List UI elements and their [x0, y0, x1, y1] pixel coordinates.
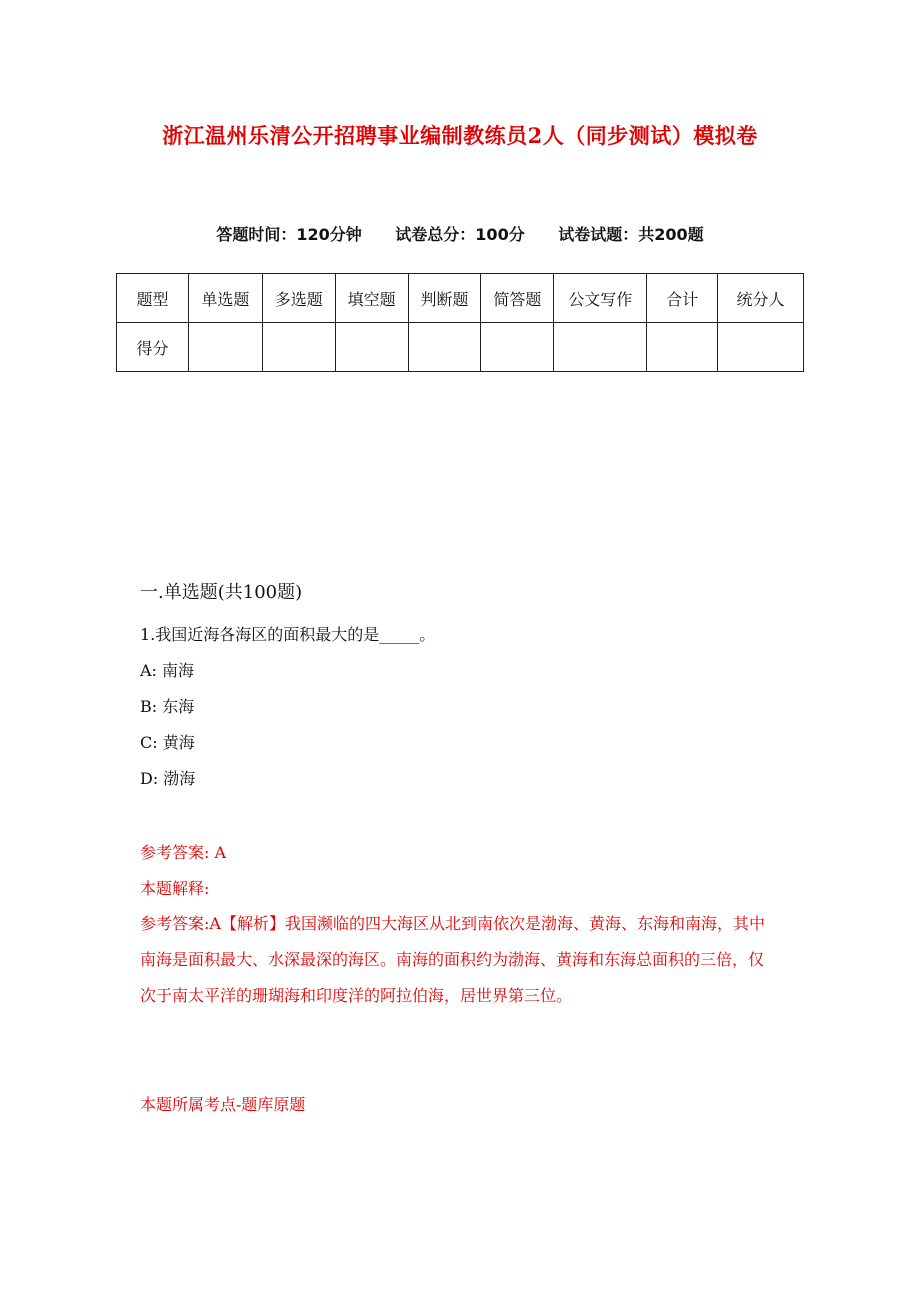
- explain-label: 本题解释:: [140, 879, 210, 898]
- score-table: [116, 273, 804, 372]
- score-table-header-row: [117, 274, 804, 323]
- exam-question-count: 试卷试题：共200题: [558, 225, 704, 244]
- score-cell: [408, 323, 481, 372]
- header-cell: 题型: [117, 274, 189, 323]
- header-cell: 判断题: [408, 274, 481, 323]
- score-cell: [554, 323, 647, 372]
- header-cell: 统分人: [718, 274, 804, 323]
- score-cell: [647, 323, 718, 372]
- answer-line: 参考答案: A: [140, 843, 227, 862]
- score-cell: [188, 323, 262, 372]
- score-table-score-row: [117, 323, 804, 372]
- exam-total-score: 试卷总分：100分: [395, 225, 525, 244]
- header-cell: 多选题: [262, 274, 335, 323]
- question-source: 本题所属考点-题库原题: [140, 1095, 306, 1114]
- score-cell: [262, 323, 335, 372]
- question-stem: 1.我国近海各海区的面积最大的是_____。: [140, 625, 436, 644]
- doc-title: 浙江温州乐清公开招聘事业编制教练员2人（同步测试）模拟卷: [162, 123, 758, 148]
- score-row-label: 得分: [117, 323, 189, 372]
- header-cell: 简答题: [481, 274, 554, 323]
- exam-meta: [0, 222, 920, 245]
- header-cell: 填空题: [335, 274, 408, 323]
- option-c: C: 黄海: [140, 733, 195, 752]
- header-cell: 合计: [647, 274, 718, 323]
- score-cell: [481, 323, 554, 372]
- header-cell: 单选题: [188, 274, 262, 323]
- header-cell: 公文写作: [554, 274, 647, 323]
- option-a: A: 南海: [140, 661, 195, 680]
- option-b: B: 东海: [140, 697, 195, 716]
- score-cell: [718, 323, 804, 372]
- option-d: D: 渤海: [140, 769, 196, 788]
- exam-time: 答题时间：120分钟: [216, 225, 362, 244]
- score-cell: [335, 323, 408, 372]
- section-title: 一.单选题(共100题): [140, 582, 303, 603]
- explanation-text: 参考答案:A【解析】我国濒临的四大海区从北到南依次是渤海、黄海、东海和南海，其中南海是面积最大、水深最深的海区。南海的面积约为渤海、黄海和东海总面积的三倍，仅次于南太平洋的珊瑚海和印度洋的阿拉伯海，居世界第三位。: [140, 914, 765, 1005]
